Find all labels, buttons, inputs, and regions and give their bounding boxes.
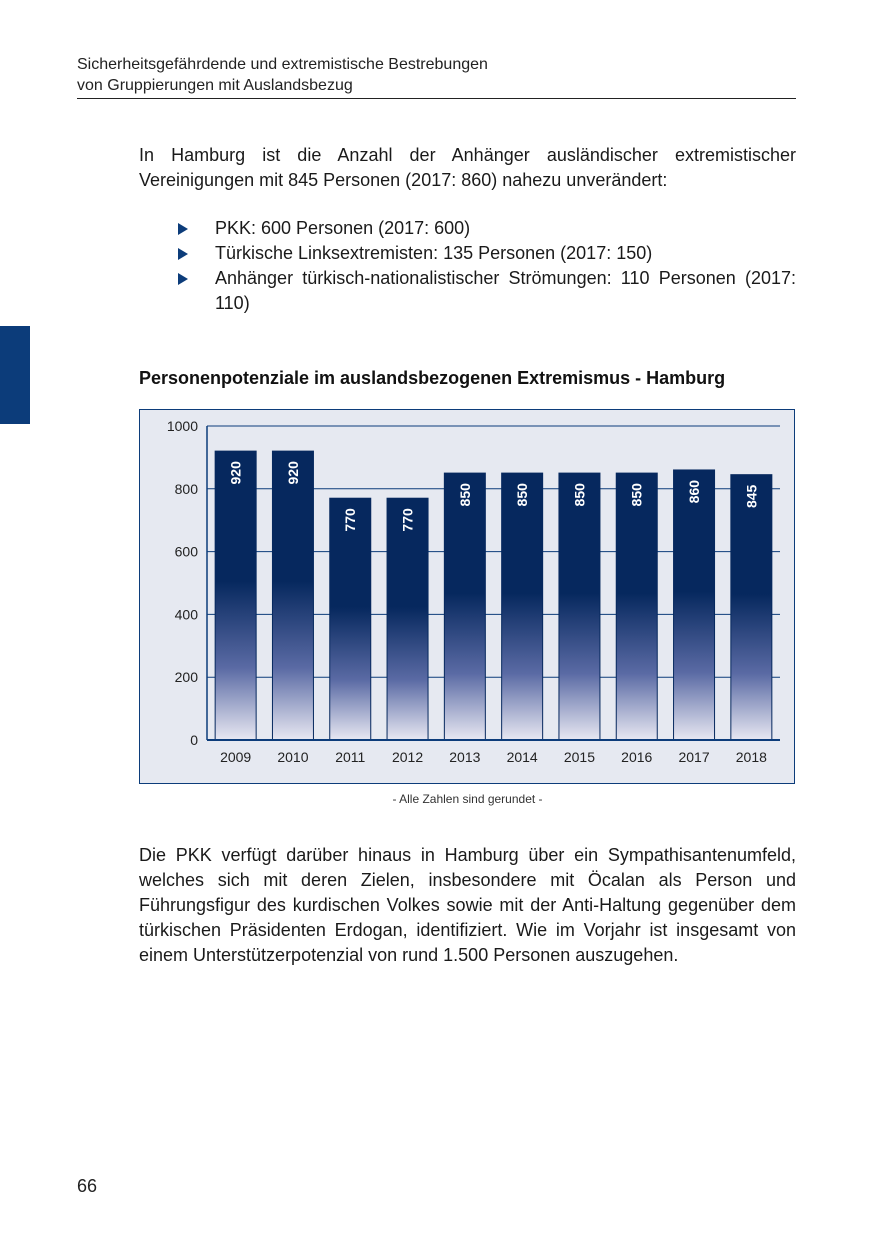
x-tick-label: 2015 (563, 749, 596, 765)
header-line-1: Sicherheitsgefährdende und extremistische Bestrebungen (77, 56, 488, 73)
bullet-item (139, 241, 796, 266)
y-tick-label: 200 (174, 669, 198, 686)
bar-value-label: 845 (743, 484, 760, 509)
y-tick-label: 600 (174, 543, 198, 560)
y-tick-label: 800 (174, 480, 198, 497)
bullet-text: Türkische Linksextremisten: 135 Personen (2017: 150) (215, 243, 653, 263)
y-tick-label: 1000 (166, 418, 198, 434)
bullet-text: PKK: 600 Personen (2017: 600) (215, 218, 471, 238)
bar (272, 451, 313, 740)
header-rule (77, 98, 796, 99)
bar (731, 475, 772, 740)
triangle-bullet-icon (178, 273, 188, 285)
page-number: 66 (77, 1176, 98, 1196)
header-line-2: von Gruppierungen mit Auslandsbezug (77, 77, 353, 94)
bar-value-label: 850 (514, 483, 531, 507)
triangle-bullet-icon (178, 223, 188, 235)
x-tick-label: 2010 (277, 749, 309, 765)
x-tick-label: 2017 (678, 749, 710, 765)
running-header (77, 54, 796, 96)
bar-value-label: 850 (571, 483, 588, 507)
bar (616, 473, 657, 740)
bar-chart (139, 409, 795, 784)
bullet-item (139, 216, 796, 241)
body-paragraph: Die PKK verfügt darüber hinaus in Hamburg über ein Sympathisantenumfeld, welches sich mit deren Zielen, insbesondere mit Öcalan als Person und Führungsfigur des kurdischen Volkes sowie mit der Anti-Haltung gegenüber dem türkischen Präsidenten Erdogan, identifiziert. Wie im Vorjahr ist insgesamt von einem Unterstützerpotenzial von rund 1.500 Personen auszugehen. (139, 845, 796, 965)
bar-value-label: 860 (686, 479, 703, 504)
bar-value-label: 920 (284, 461, 301, 485)
bullet-list (139, 216, 796, 316)
x-tick-label: 2016 (621, 749, 653, 765)
bullet-item (139, 266, 796, 316)
bar (444, 473, 485, 740)
y-tick-label: 400 (174, 606, 198, 623)
x-tick-label: 2012 (391, 749, 424, 765)
bar-value-label: 920 (227, 461, 244, 485)
bar (559, 473, 600, 740)
bar-value-label: 770 (399, 508, 416, 532)
bar (387, 498, 428, 740)
bar (215, 451, 256, 740)
bar (330, 498, 371, 740)
triangle-bullet-icon (178, 248, 188, 260)
bar (502, 473, 543, 740)
bar-chart-svg (140, 410, 796, 785)
x-tick-label: 2009 (220, 749, 252, 765)
bar-value-label: 850 (456, 483, 473, 507)
y-tick-label: 0 (190, 732, 198, 748)
bar-value-label: 850 (628, 483, 645, 507)
bullet-text: Anhänger türkisch-nationalistischer Strömungen: 110 Personen (2017: 110) (215, 268, 796, 313)
chart-title: Personenpotenziale im auslandsbezogenen Extremismus - Hamburg (139, 368, 726, 388)
x-tick-label: 2014 (506, 749, 538, 765)
intro-paragraph: In Hamburg ist die Anzahl der Anhänger ausländischer extremistischer Vereinigungen mit 845 Personen (2017: 860) nahezu unverändert: (139, 145, 796, 190)
x-tick-label: 2011 (335, 749, 366, 765)
bar (674, 470, 715, 740)
chart-footnote: - Alle Zahlen sind gerundet - (392, 792, 543, 806)
chapter-tab-marker (0, 326, 30, 424)
x-tick-label: 2013 (449, 749, 481, 765)
bar-value-label: 770 (342, 508, 359, 532)
x-tick-label: 2018 (735, 749, 767, 765)
